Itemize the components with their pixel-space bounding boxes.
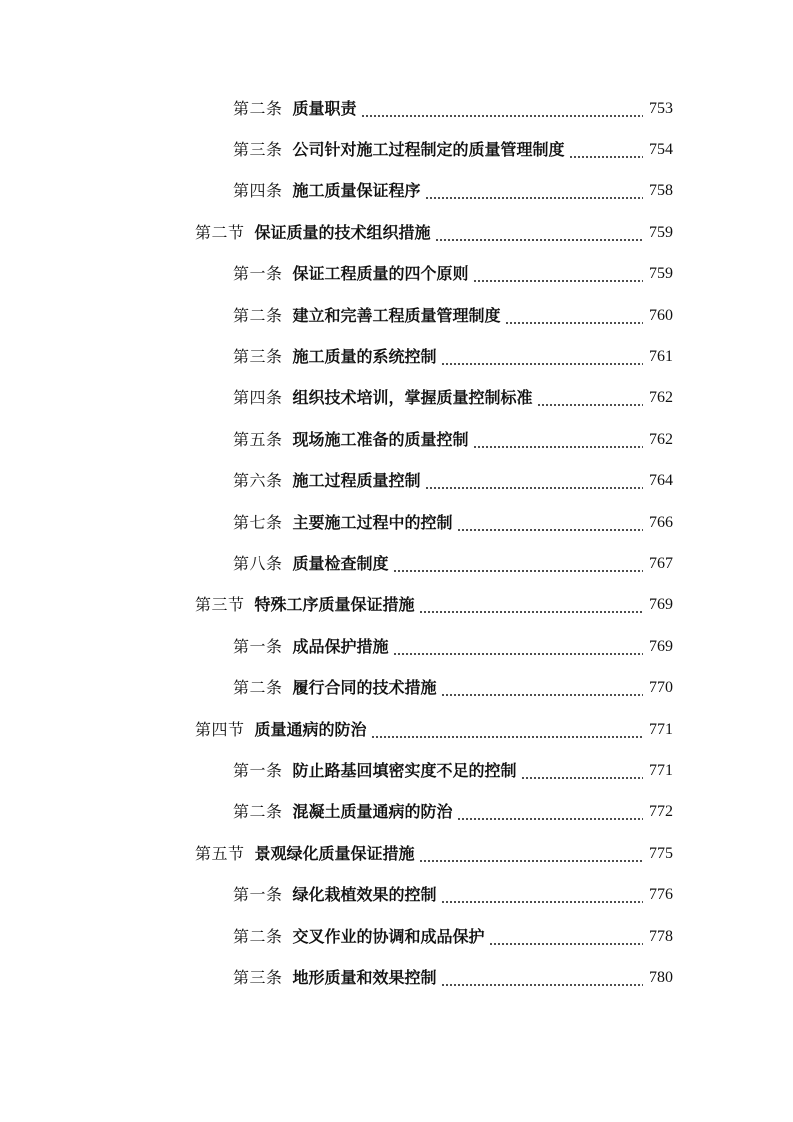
toc-entry[interactable] xyxy=(0,254,793,295)
toc-entry-number: 第一条 xyxy=(233,636,283,656)
dot-leader xyxy=(441,984,643,986)
toc-entry-page: 772 xyxy=(649,803,673,821)
toc-entry-page: 769 xyxy=(649,596,673,614)
toc-entry-number: 第二条 xyxy=(233,926,283,946)
toc-section-title: 质量通病的防治 xyxy=(254,719,367,739)
toc-entry-title: 施工过程质量控制 xyxy=(292,471,421,491)
toc-entry[interactable] xyxy=(0,419,793,460)
toc-entry-title: 绿化栽植效果的控制 xyxy=(292,885,437,905)
toc-entry[interactable] xyxy=(0,667,793,708)
toc-entry[interactable] xyxy=(0,543,793,584)
toc-entry-title: 质量检查制度 xyxy=(292,553,389,573)
dot-leader xyxy=(419,860,643,862)
toc-entry-page: 771 xyxy=(649,720,673,738)
dot-leader xyxy=(419,611,643,613)
toc-entry-page: 767 xyxy=(649,554,673,572)
toc-entry-number: 第二条 xyxy=(233,802,283,822)
dot-leader xyxy=(425,197,643,199)
toc-entry-page: 776 xyxy=(649,886,673,904)
toc-entry-page: 775 xyxy=(649,844,673,862)
toc-entry[interactable] xyxy=(0,171,793,212)
toc-entry[interactable] xyxy=(0,336,793,377)
toc-entry-number: 第二条 xyxy=(233,98,283,118)
toc-entry-number: 第七条 xyxy=(233,512,283,532)
toc-entry[interactable] xyxy=(0,916,793,957)
dot-leader xyxy=(473,446,643,448)
toc-entry-title: 成品保护措施 xyxy=(292,636,389,656)
toc-entry[interactable] xyxy=(0,88,793,129)
toc-section-entry[interactable] xyxy=(0,833,793,874)
dot-leader xyxy=(393,570,643,572)
toc-entry-title: 履行合同的技术措施 xyxy=(292,678,437,698)
toc-entry-page: 760 xyxy=(649,306,673,324)
dot-leader xyxy=(457,818,643,820)
toc-section-number: 第二节 xyxy=(195,222,245,242)
toc-entry-number: 第一条 xyxy=(233,760,283,780)
toc-entry-title: 保证工程质量的四个原则 xyxy=(292,264,469,284)
toc-entry-number: 第三条 xyxy=(233,967,283,987)
toc-entry-page: 762 xyxy=(649,430,673,448)
toc-entry-page: 764 xyxy=(649,472,673,490)
toc-section-entry[interactable] xyxy=(0,709,793,750)
toc-entry-page: 759 xyxy=(649,223,673,241)
toc-entry-page: 761 xyxy=(649,348,673,366)
toc-entry[interactable] xyxy=(0,626,793,667)
toc-entry[interactable] xyxy=(0,502,793,543)
dot-leader xyxy=(435,239,643,241)
toc-section-entry[interactable] xyxy=(0,585,793,626)
toc-entry-number: 第六条 xyxy=(233,471,283,491)
dot-leader xyxy=(521,777,643,779)
toc-section-title: 保证质量的技术组织措施 xyxy=(254,222,431,242)
toc-section-number: 第四节 xyxy=(195,719,245,739)
dot-leader xyxy=(473,280,643,282)
toc-entry-number: 第一条 xyxy=(233,264,283,284)
toc-entry-title: 交叉作业的协调和成品保护 xyxy=(292,926,485,946)
toc-entry-title: 混凝土质量通病的防治 xyxy=(292,802,453,822)
toc-entry-number: 第二条 xyxy=(233,678,283,698)
toc-entry-number: 第八条 xyxy=(233,553,283,573)
dot-leader xyxy=(505,322,643,324)
dot-leader xyxy=(371,736,643,738)
toc-entry-page: 780 xyxy=(649,968,673,986)
toc-entry-number: 第一条 xyxy=(233,885,283,905)
toc-entry-number: 第二条 xyxy=(233,305,283,325)
toc-entry-page: 758 xyxy=(649,182,673,200)
dot-leader xyxy=(457,529,643,531)
toc-section-number: 第三节 xyxy=(195,595,245,615)
toc-entry-title: 现场施工准备的质量控制 xyxy=(292,429,469,449)
toc-entry[interactable] xyxy=(0,957,793,998)
toc-entry-page: 754 xyxy=(649,141,673,159)
toc-entry[interactable] xyxy=(0,129,793,170)
dot-leader xyxy=(569,156,643,158)
toc-section-entry[interactable] xyxy=(0,212,793,253)
dot-leader xyxy=(425,487,643,489)
toc-entry-page: 753 xyxy=(649,99,673,117)
toc-entry-number: 第三条 xyxy=(233,140,283,160)
toc-entry-page: 762 xyxy=(649,389,673,407)
dot-leader xyxy=(361,115,643,117)
dot-leader xyxy=(537,404,643,406)
dot-leader xyxy=(489,943,643,945)
toc-entry-page: 778 xyxy=(649,927,673,945)
toc-entry[interactable] xyxy=(0,874,793,915)
toc-entry-title: 建立和完善工程质量管理制度 xyxy=(292,305,501,325)
toc-entry-title: 防止路基回填密实度不足的控制 xyxy=(292,760,517,780)
toc-entry[interactable] xyxy=(0,378,793,419)
toc-entry-number: 第三条 xyxy=(233,347,283,367)
toc-entry[interactable] xyxy=(0,792,793,833)
toc-entry-title: 施工质量的系统控制 xyxy=(292,347,437,367)
dot-leader xyxy=(441,694,643,696)
toc-entry-page: 771 xyxy=(649,761,673,779)
toc-entry-title: 组织技术培训，掌握质量控制标准 xyxy=(292,388,533,408)
dot-leader xyxy=(393,653,643,655)
toc-entry-title: 主要施工过程中的控制 xyxy=(292,512,453,532)
dot-leader xyxy=(441,901,643,903)
toc-entry-page: 770 xyxy=(649,679,673,697)
toc-entry-title: 质量职责 xyxy=(292,98,357,118)
toc-entry-page: 769 xyxy=(649,637,673,655)
toc-section-number: 第五节 xyxy=(195,843,245,863)
toc-section-title: 景观绿化质量保证措施 xyxy=(254,843,415,863)
toc-entry-title: 公司针对施工过程制定的质量管理制度 xyxy=(292,140,565,160)
toc-entry-title: 地形质量和效果控制 xyxy=(292,967,437,987)
toc-entry[interactable] xyxy=(0,750,793,791)
toc-section-title: 特殊工序质量保证措施 xyxy=(254,595,415,615)
toc-entry-number: 第四条 xyxy=(233,388,283,408)
toc-entry-number: 第四条 xyxy=(233,181,283,201)
table-of-contents xyxy=(0,88,793,999)
toc-entry-page: 766 xyxy=(649,513,673,531)
toc-entry[interactable] xyxy=(0,295,793,336)
toc-entry[interactable] xyxy=(0,461,793,502)
dot-leader xyxy=(441,363,643,365)
toc-entry-title: 施工质量保证程序 xyxy=(292,181,421,201)
toc-entry-page: 759 xyxy=(649,265,673,283)
toc-entry-number: 第五条 xyxy=(233,429,283,449)
